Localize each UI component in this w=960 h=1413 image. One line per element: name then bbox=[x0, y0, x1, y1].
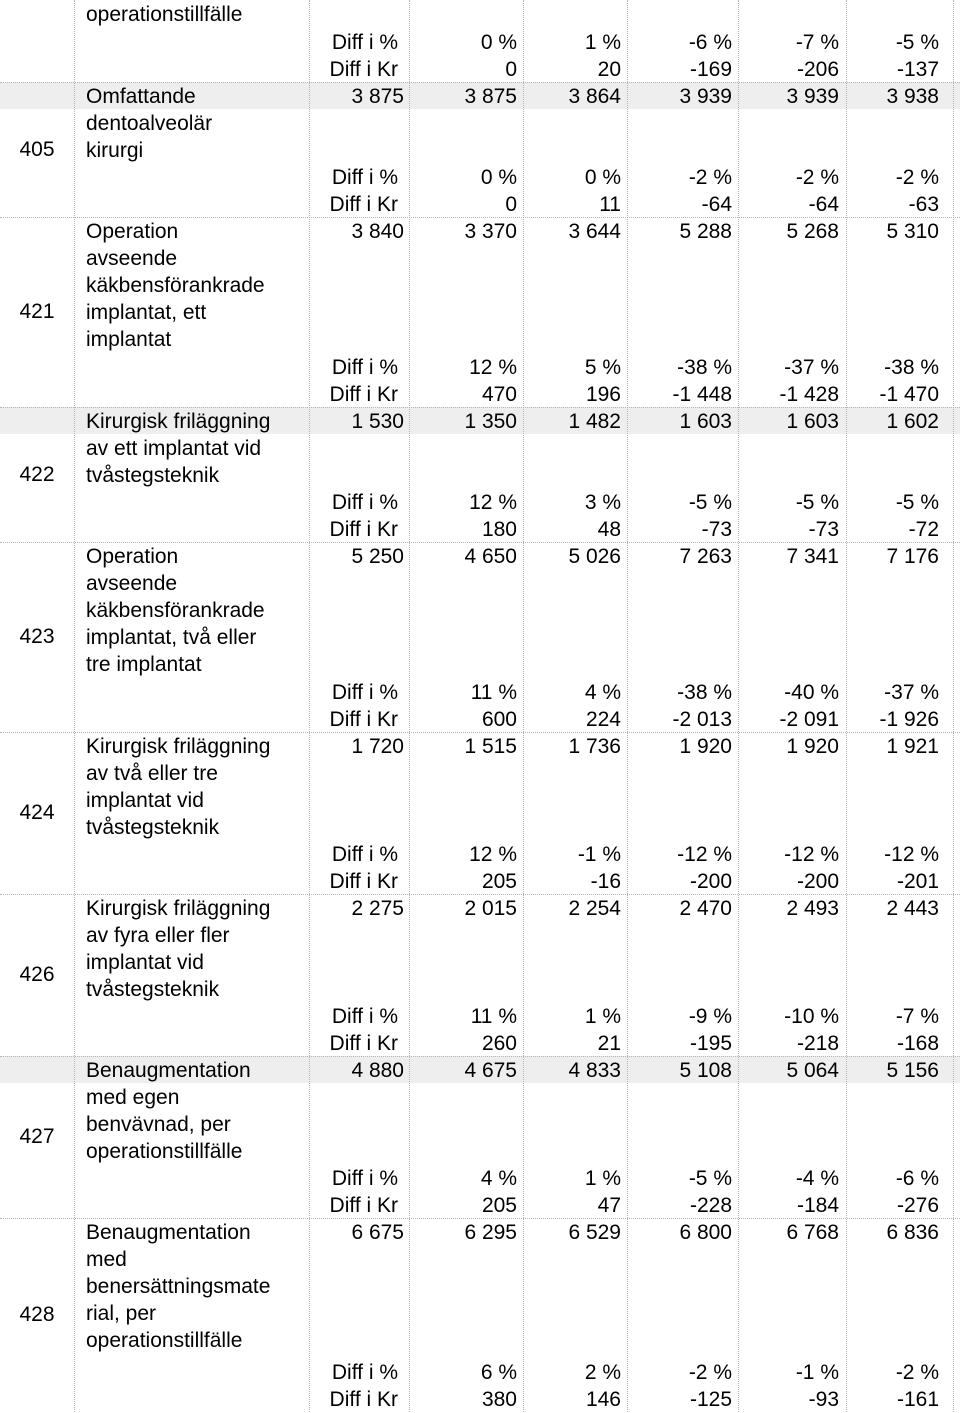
diff-kr-cell: 470 bbox=[481, 383, 517, 406]
diff-pct-cell: -5 % bbox=[895, 491, 939, 514]
diff-pct-cell: -5 % bbox=[895, 31, 939, 54]
diff-pct-cell: 12 % bbox=[469, 843, 517, 866]
diff-pct-cell: -37 % bbox=[884, 681, 939, 704]
value-cell: 3 875 bbox=[464, 85, 517, 108]
value-cell: 4 833 bbox=[568, 1059, 621, 1082]
description-line: Kirurgisk friläggning bbox=[86, 897, 271, 920]
description-line: av fyra eller fler bbox=[86, 924, 230, 947]
diff-kr-label: Diff i Kr bbox=[329, 1194, 398, 1217]
value-cell: 3 939 bbox=[679, 85, 732, 108]
value-cell: 4 675 bbox=[464, 1059, 517, 1082]
row-description bbox=[86, 408, 306, 489]
value-cell: 6 836 bbox=[886, 1221, 939, 1244]
value-cell: 3 938 bbox=[886, 85, 939, 108]
diff-pct-cell: -4 % bbox=[795, 1167, 839, 1190]
diff-kr-cell: -125 bbox=[689, 1388, 732, 1411]
table-row bbox=[0, 1218, 960, 1412]
diff-pct-cell: 4 % bbox=[584, 681, 621, 704]
table-row bbox=[0, 1056, 960, 1218]
diff-kr-cell: -1 926 bbox=[879, 708, 939, 731]
diff-kr-cell: -72 bbox=[908, 518, 939, 541]
diff-pct-cell: 1 % bbox=[584, 1005, 621, 1028]
description-line: tvåstegsteknik bbox=[86, 464, 220, 487]
row-description bbox=[86, 733, 306, 841]
value-cell: 2 275 bbox=[351, 897, 404, 920]
value-cell: 4 650 bbox=[464, 545, 517, 568]
description-line: benersättningsmate bbox=[86, 1275, 271, 1298]
diff-kr-cell: -137 bbox=[896, 58, 939, 81]
description-line: Benaugmentation bbox=[86, 1059, 251, 1082]
value-cell: 3 939 bbox=[786, 85, 839, 108]
value-cell: 3 840 bbox=[351, 220, 404, 243]
value-cell: 6 529 bbox=[568, 1221, 621, 1244]
row-description bbox=[86, 218, 306, 353]
value-cell: 6 768 bbox=[786, 1221, 839, 1244]
diff-kr-cell: -184 bbox=[796, 1194, 839, 1217]
value-cell: 3 864 bbox=[568, 85, 621, 108]
description-tail: operationstillfälle bbox=[86, 3, 243, 26]
diff-kr-cell: -64 bbox=[701, 193, 732, 216]
diff-pct-cell: 12 % bbox=[469, 491, 517, 514]
value-cell: 7 341 bbox=[786, 545, 839, 568]
diff-kr-cell: 180 bbox=[481, 518, 517, 541]
description-line: tvåstegsteknik bbox=[86, 978, 220, 1001]
diff-kr-cell: -218 bbox=[796, 1032, 839, 1055]
table-row bbox=[0, 732, 960, 894]
description-line: rial, per bbox=[86, 1302, 157, 1325]
diff-pct-cell: -2 % bbox=[688, 1361, 732, 1384]
diff-pct-cell: -7 % bbox=[895, 1005, 939, 1028]
diff-pct-cell: -38 % bbox=[677, 681, 732, 704]
description-line: Omfattande bbox=[86, 85, 196, 108]
value-cell: 1 603 bbox=[679, 410, 732, 433]
description-line: Kirurgisk friläggning bbox=[86, 410, 271, 433]
row-code: 422 bbox=[19, 462, 55, 486]
diff-pct-cell: 1 % bbox=[584, 1167, 621, 1190]
description-line: kirurgi bbox=[86, 139, 144, 162]
diff-kr-cell: -161 bbox=[896, 1388, 939, 1411]
diff-kr-label: Diff i Kr bbox=[329, 1388, 398, 1411]
diff-kr-cell: -169 bbox=[689, 58, 732, 81]
table-row bbox=[0, 894, 960, 1056]
row-description bbox=[86, 895, 306, 1003]
diff-kr-cell: -201 bbox=[896, 870, 939, 893]
diff-pct-cell: -1 % bbox=[577, 843, 621, 866]
diff-pct-cell: -12 % bbox=[784, 843, 839, 866]
description-line: av ett implantat vid bbox=[86, 437, 262, 460]
diff-pct-label: Diff i % bbox=[331, 1167, 398, 1190]
value-cell: 1 921 bbox=[886, 735, 939, 758]
value-cell: 2 470 bbox=[679, 897, 732, 920]
description-line: operationstillfälle bbox=[86, 1329, 243, 1352]
diff-kr-cell: -228 bbox=[689, 1194, 732, 1217]
value-cell: 2 493 bbox=[786, 897, 839, 920]
value-cell: 1 482 bbox=[568, 410, 621, 433]
diff-pct-cell: -5 % bbox=[688, 1167, 732, 1190]
diff-kr-label: Diff i Kr bbox=[329, 193, 398, 216]
diff-pct-cell: 11 % bbox=[470, 1005, 517, 1028]
description-line: av två eller tre bbox=[86, 762, 218, 785]
description-line: Benaugmentation bbox=[86, 1221, 251, 1244]
description-line: Kirurgisk friläggning bbox=[86, 735, 271, 758]
description-line: käkbensförankrade bbox=[86, 274, 265, 297]
row-code: 428 bbox=[19, 1303, 55, 1326]
diff-kr-cell: -1 448 bbox=[672, 383, 732, 406]
diff-pct-label: Diff i % bbox=[331, 1361, 398, 1384]
description-line: implantat vid bbox=[86, 789, 204, 812]
diff-pct-cell: -5 % bbox=[795, 491, 839, 514]
row-code: 427 bbox=[19, 1125, 55, 1148]
diff-pct-cell: -6 % bbox=[895, 1167, 939, 1190]
value-cell: 5 108 bbox=[679, 1059, 732, 1082]
value-cell: 2 254 bbox=[568, 897, 621, 920]
diff-kr-cell: -195 bbox=[689, 1032, 732, 1055]
description-line: dentoalveolär bbox=[86, 112, 213, 135]
diff-kr-cell: 196 bbox=[585, 383, 621, 406]
diff-pct-cell: -9 % bbox=[688, 1005, 732, 1028]
diff-kr-cell: -1 428 bbox=[779, 383, 839, 406]
description-line: med bbox=[86, 1248, 127, 1271]
diff-kr-cell: -64 bbox=[808, 193, 839, 216]
description-line: tvåstegsteknik bbox=[86, 816, 220, 839]
diff-pct-label: Diff i % bbox=[331, 1005, 398, 1028]
value-cell: 1 736 bbox=[568, 735, 621, 758]
diff-kr-cell: 47 bbox=[597, 1194, 621, 1217]
table-row bbox=[0, 407, 960, 542]
diff-pct-cell: 2 % bbox=[584, 1361, 621, 1384]
description-line: implantat bbox=[86, 328, 172, 351]
diff-pct-cell: -6 % bbox=[688, 31, 732, 54]
diff-kr-cell: -73 bbox=[808, 518, 839, 541]
description-line: implantat, ett bbox=[86, 301, 207, 324]
diff-kr-label: Diff i Kr bbox=[329, 708, 398, 731]
diff-kr-cell: 205 bbox=[481, 870, 517, 893]
diff-kr-cell: 260 bbox=[481, 1032, 517, 1055]
table-row bbox=[0, 542, 960, 732]
value-cell: 1 602 bbox=[886, 410, 939, 433]
diff-kr-cell: 11 bbox=[599, 193, 621, 216]
value-cell: 7 176 bbox=[886, 545, 939, 568]
row-code: 423 bbox=[19, 625, 55, 648]
value-cell: 3 644 bbox=[568, 220, 621, 243]
value-cell: 5 156 bbox=[886, 1059, 939, 1082]
row-code: 405 bbox=[19, 137, 55, 161]
diff-pct-label: Diff i % bbox=[331, 681, 398, 704]
diff-pct-label: Diff i % bbox=[331, 356, 398, 379]
value-cell: 6 295 bbox=[464, 1221, 517, 1244]
value-cell: 5 026 bbox=[568, 545, 621, 568]
diff-pct-cell: -12 % bbox=[884, 843, 939, 866]
diff-pct-label: Diff i % bbox=[331, 31, 398, 54]
description-line: benvävnad, per bbox=[86, 1113, 231, 1136]
diff-pct-cell: 6 % bbox=[480, 1361, 517, 1384]
row-code: 426 bbox=[19, 963, 55, 986]
description-line: implantat vid bbox=[86, 951, 204, 974]
description-line: tre implantat bbox=[86, 653, 202, 676]
diff-kr-cell: -2 091 bbox=[779, 708, 839, 731]
diff-pct-cell: 0 % bbox=[480, 31, 517, 54]
diff-kr-cell: 380 bbox=[481, 1388, 517, 1411]
value-cell: 5 268 bbox=[786, 220, 839, 243]
description-line: med egen bbox=[86, 1086, 180, 1109]
description-line: käkbensförankrade bbox=[86, 599, 265, 622]
row-description bbox=[86, 543, 306, 678]
description-line: avseende bbox=[86, 572, 178, 595]
description-line: Operation bbox=[86, 545, 179, 568]
diff-kr-cell: 224 bbox=[585, 708, 621, 731]
diff-pct-cell: -38 % bbox=[677, 356, 732, 379]
value-cell: 6 800 bbox=[679, 1221, 732, 1244]
value-cell: 5 310 bbox=[886, 220, 939, 243]
diff-pct-cell: -2 % bbox=[688, 166, 732, 189]
table-row bbox=[0, 217, 960, 407]
description-line: implantat, två eller bbox=[86, 626, 257, 649]
diff-pct-cell: 1 % bbox=[584, 31, 621, 54]
diff-pct-cell: 11 % bbox=[470, 681, 517, 704]
diff-pct-cell: 5 % bbox=[584, 356, 621, 379]
description-line: operationstillfälle bbox=[86, 1140, 243, 1163]
diff-kr-label: Diff i Kr bbox=[329, 518, 398, 541]
value-cell: 3 875 bbox=[351, 85, 404, 108]
description-line: avseende bbox=[86, 247, 178, 270]
diff-pct-cell: 4 % bbox=[480, 1167, 517, 1190]
diff-pct-cell: 0 % bbox=[584, 166, 621, 189]
value-cell: 6 675 bbox=[351, 1221, 404, 1244]
diff-pct-label: Diff i % bbox=[331, 491, 398, 514]
row-description bbox=[86, 1057, 306, 1165]
diff-kr-cell: -2 013 bbox=[672, 708, 732, 731]
diff-kr-cell: -206 bbox=[796, 58, 839, 81]
diff-pct-cell: -37 % bbox=[784, 356, 839, 379]
row-description bbox=[86, 1219, 306, 1354]
diff-pct-label: Diff i % bbox=[331, 166, 398, 189]
row-code: 421 bbox=[19, 300, 55, 323]
value-cell: 7 263 bbox=[679, 545, 732, 568]
diff-kr-label: Diff i Kr bbox=[329, 383, 398, 406]
description-line: Operation bbox=[86, 220, 179, 243]
diff-pct-cell: -40 % bbox=[784, 681, 839, 704]
diff-kr-label: Diff i Kr bbox=[329, 870, 398, 893]
value-cell: 1 603 bbox=[786, 410, 839, 433]
value-cell: 1 350 bbox=[464, 410, 517, 433]
diff-kr-cell: 48 bbox=[597, 518, 621, 541]
value-cell: 2 443 bbox=[886, 897, 939, 920]
diff-pct-cell: -38 % bbox=[884, 356, 939, 379]
diff-kr-cell: 205 bbox=[481, 1194, 517, 1217]
diff-kr-cell: -63 bbox=[908, 193, 939, 216]
diff-pct-cell: -1 % bbox=[795, 1361, 839, 1384]
value-cell: 1 920 bbox=[679, 735, 732, 758]
diff-kr-cell: 146 bbox=[585, 1388, 621, 1411]
value-cell: 5 064 bbox=[786, 1059, 839, 1082]
diff-kr-cell: 20 bbox=[597, 58, 621, 81]
value-cell: 1 920 bbox=[786, 735, 839, 758]
value-cell: 1 515 bbox=[464, 735, 517, 758]
value-cell: 5 288 bbox=[679, 220, 732, 243]
diff-kr-cell: -16 bbox=[590, 870, 621, 893]
diff-pct-cell: -10 % bbox=[784, 1005, 839, 1028]
diff-pct-cell: -2 % bbox=[895, 166, 939, 189]
diff-kr-cell: 0 bbox=[505, 193, 517, 216]
value-cell: 5 250 bbox=[351, 545, 404, 568]
diff-pct-cell: -2 % bbox=[895, 1361, 939, 1384]
value-cell: 4 880 bbox=[351, 1059, 404, 1082]
diff-kr-cell: -1 470 bbox=[879, 383, 939, 406]
diff-kr-label: Diff i Kr bbox=[329, 1032, 398, 1055]
diff-kr-cell: -73 bbox=[701, 518, 732, 541]
diff-kr-label: Diff i Kr bbox=[329, 58, 398, 81]
diff-pct-cell: -5 % bbox=[688, 491, 732, 514]
value-cell: 2 015 bbox=[464, 897, 517, 920]
diff-kr-cell: 21 bbox=[597, 1032, 621, 1055]
row-description bbox=[86, 83, 306, 164]
diff-pct-cell: -7 % bbox=[795, 31, 839, 54]
diff-kr-cell: -168 bbox=[896, 1032, 939, 1055]
diff-pct-cell: 0 % bbox=[480, 166, 517, 189]
diff-kr-cell: -93 bbox=[808, 1388, 839, 1411]
diff-pct-cell: 12 % bbox=[469, 356, 517, 379]
diff-kr-cell: -276 bbox=[896, 1194, 939, 1217]
table-row bbox=[0, 82, 960, 217]
diff-pct-cell: -2 % bbox=[795, 166, 839, 189]
diff-pct-cell: 3 % bbox=[584, 491, 621, 514]
diff-kr-cell: 0 bbox=[505, 58, 517, 81]
value-cell: 1 530 bbox=[351, 410, 404, 433]
diff-kr-cell: 600 bbox=[481, 708, 517, 731]
row-code: 424 bbox=[19, 801, 55, 824]
diff-pct-cell: -12 % bbox=[677, 843, 732, 866]
value-cell: 3 370 bbox=[464, 220, 517, 243]
diff-pct-label: Diff i % bbox=[331, 843, 398, 866]
diff-kr-cell: -200 bbox=[689, 870, 732, 893]
diff-kr-cell: -200 bbox=[796, 870, 839, 893]
value-cell: 1 720 bbox=[351, 735, 404, 758]
